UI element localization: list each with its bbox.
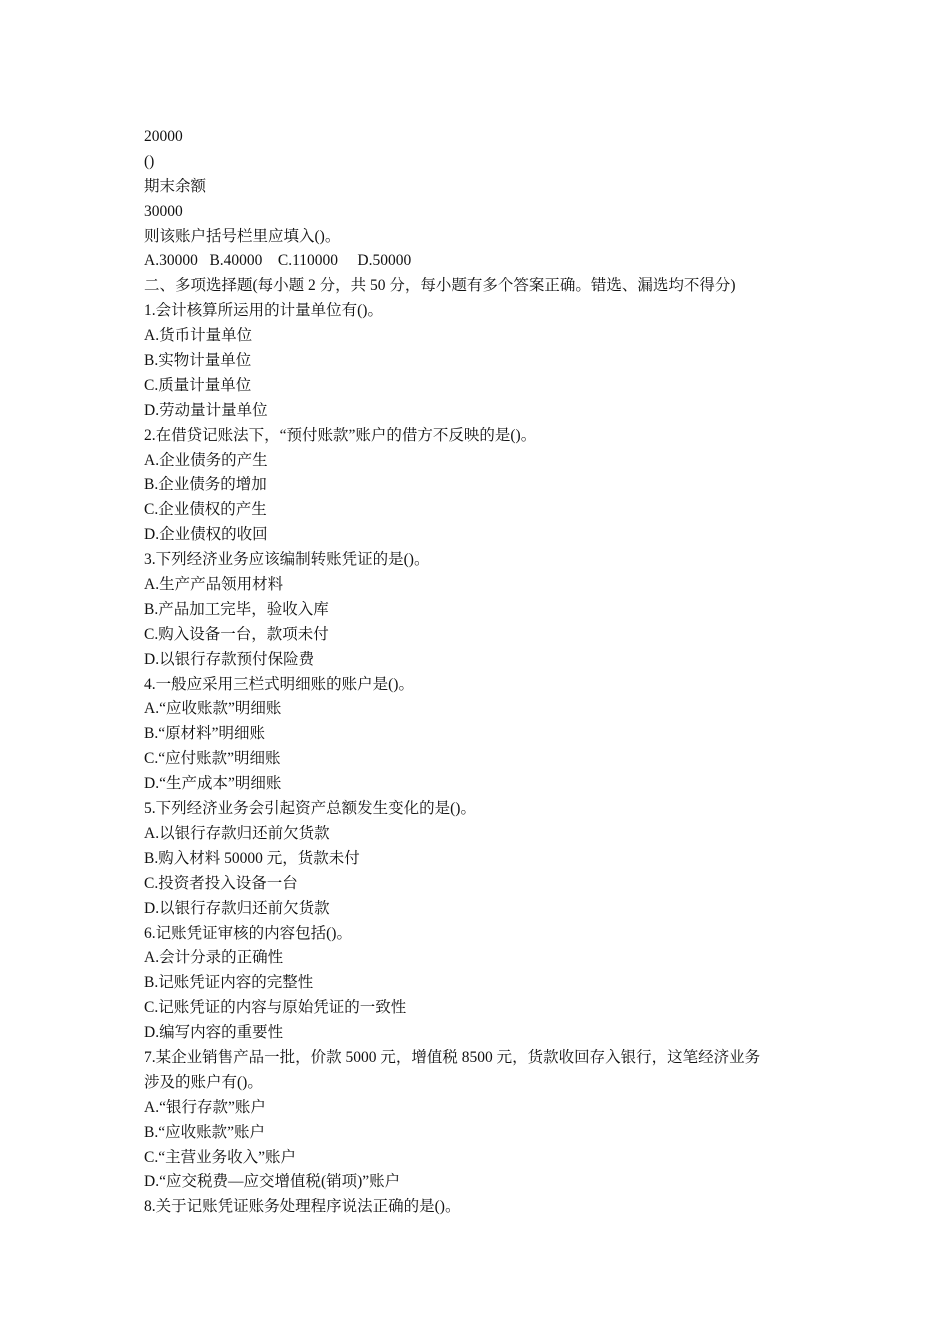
answer-option: D.“生产成本”明细账	[144, 775, 282, 793]
answer-option: A.以银行存款归还前欠货款	[144, 824, 330, 842]
answer-option: C.企业债权的产生	[144, 501, 267, 519]
answer-option: B.产品加工完毕，验收入库	[144, 600, 329, 618]
answer-option: D.编写内容的重要性	[144, 1024, 284, 1042]
answer-options: A.30000 B.40000 C.110000 D.50000	[144, 252, 412, 270]
question-text: 7.某企业销售产品一批，价款 5000 元，增值税 8500 元，货款收回存入银行，这笔经济业务	[144, 1048, 761, 1066]
question-text: 3.下列经济业务应该编制转账凭证的是()。	[144, 551, 430, 569]
answer-option: A.生产产品领用材料	[144, 576, 284, 594]
answer-option: C.记账凭证的内容与原始凭证的一致性	[144, 999, 407, 1017]
answer-option: D.以银行存款预付保险费	[144, 650, 315, 668]
answer-option: D.企业债权的收回	[144, 526, 268, 544]
answer-option: B.“应收账款”账户	[144, 1123, 265, 1141]
answer-option: B.购入材料 50000 元，货款未付	[144, 849, 360, 867]
answer-option: B.“原材料”明细账	[144, 725, 265, 743]
question-text: 则该账户括号栏里应填入()。	[144, 227, 341, 245]
answer-option: A.企业债务的产生	[144, 451, 268, 469]
answer-option: A.“银行存款”账户	[144, 1098, 266, 1116]
text-line: ()	[144, 152, 155, 170]
answer-option: C.质量计量单位	[144, 376, 252, 394]
answer-option: A.“应收账款”明细账	[144, 700, 282, 718]
question-text: 1.会计核算所运用的计量单位有()。	[144, 302, 383, 320]
text-line: 30000	[144, 202, 183, 220]
answer-option: C.“应付账款”明细账	[144, 750, 281, 768]
text-line: 期末余额	[144, 177, 207, 195]
text-line: 20000	[144, 128, 183, 145]
answer-option: B.企业债务的增加	[144, 476, 267, 494]
answer-option: A.会计分录的正确性	[144, 949, 284, 967]
question-text: 4.一般应采用三栏式明细账的账户是()。	[144, 675, 414, 693]
question-text: 2.在借贷记账法下，“预付账款”账户的借方不反映的是()。	[144, 426, 537, 444]
answer-option: C.“主营业务收入”账户	[144, 1148, 296, 1166]
section-heading: 二、多项选择题(每小题 2 分，共 50 分，每小题有多个答案正确。错选、漏选均不得分)	[144, 277, 736, 295]
answer-option: B.记账凭证内容的完整性	[144, 974, 314, 992]
answer-option: C.投资者投入设备一台	[144, 874, 298, 892]
question-text: 5.下列经济业务会引起资产总额发生变化的是()。	[144, 800, 476, 818]
answer-option: C.购入设备一台，款项未付	[144, 625, 329, 643]
answer-option: D.“应交税费—应交增值税(销项)”账户	[144, 1173, 401, 1191]
question-text: 6.记账凭证审核的内容包括()。	[144, 924, 352, 942]
answer-option: D.以银行存款归还前欠货款	[144, 899, 330, 917]
answer-option: A.货币计量单位	[144, 327, 253, 345]
question-text: 8.关于记账凭证账务处理程序说法正确的是()。	[144, 1198, 461, 1216]
document-body	[144, 125, 824, 1220]
question-text-continued: 涉及的账户有()。	[144, 1073, 263, 1091]
answer-option: D.劳动量计量单位	[144, 401, 268, 419]
answer-option: B.实物计量单位	[144, 352, 252, 370]
